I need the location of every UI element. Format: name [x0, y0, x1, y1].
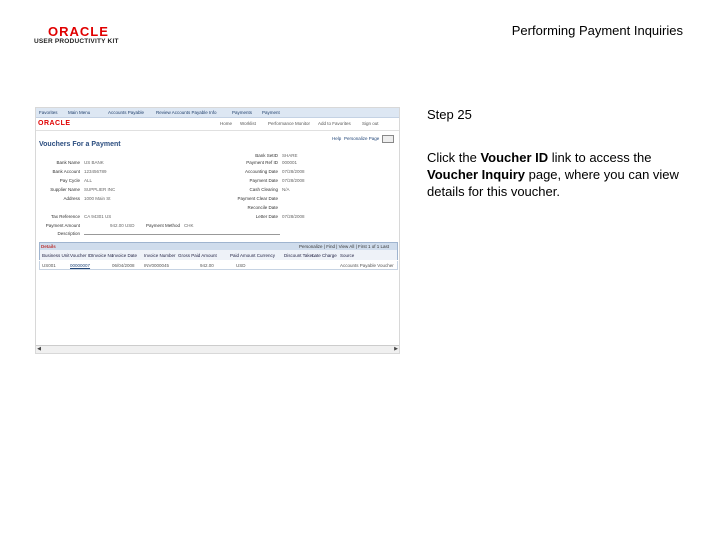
oracle-upk-logo: [34, 24, 124, 48]
instr-text: link to access the: [548, 150, 652, 165]
screenshot-page-title: Vouchers For a Payment: [39, 141, 121, 148]
link-add-to-favorites[interactable]: Add to Favorites: [318, 121, 351, 126]
breadcrumb-payment[interactable]: Payment: [262, 110, 280, 115]
field-value: SUPPLIER INC: [84, 187, 116, 192]
field-label: Letter Date: [255, 214, 278, 219]
horizontal-scrollbar[interactable]: [36, 345, 399, 353]
column-header: Source: [340, 253, 355, 258]
field-value: 1000 Main St: [84, 196, 111, 201]
cell-invoice-number: INV0000045: [144, 263, 170, 268]
field-value: 07/28/2008: [282, 169, 305, 174]
step-instructions: [427, 149, 689, 200]
link-worklist[interactable]: Worklist: [240, 121, 256, 126]
field-label: Reconcile Date: [247, 205, 278, 210]
scroll-right-icon[interactable]: ▶: [394, 346, 398, 352]
payment-amount-value: 942.00 USD: [110, 223, 135, 228]
link-sign-out[interactable]: Sign out: [362, 121, 379, 126]
link-personalize-page[interactable]: Personalize Page: [344, 136, 380, 141]
field-label: Tax Reference: [50, 214, 80, 219]
instr-text: Click the: [427, 150, 481, 165]
details-grid-columns: [39, 250, 398, 260]
field-label: Accounting Date: [244, 169, 278, 174]
field-label: Bank SetID: [255, 153, 278, 158]
link-help[interactable]: Help: [332, 136, 342, 141]
field-label: Pay Cycle: [59, 178, 80, 183]
breadcrumb-review-ap-info[interactable]: Review Accounts Payable Info: [156, 110, 217, 115]
logo-upk-text: USER PRODUCTIVITY KIT: [34, 38, 119, 45]
breadcrumb-main-menu[interactable]: Main Menu: [68, 110, 91, 115]
field-label: Cash Clearing: [249, 187, 278, 192]
payment-method-label: Payment Method: [145, 223, 180, 228]
instr-bold-voucher-inquiry: Voucher Inquiry: [427, 167, 525, 182]
brand-bar: [36, 118, 399, 131]
field-label: Payment Clear Date: [237, 196, 278, 201]
field-value: 000001: [282, 160, 298, 165]
column-header: Discount Taken: [284, 253, 315, 258]
field-value: 07/28/2008: [282, 178, 305, 183]
field-value: ALL: [84, 178, 93, 183]
cell-business-unit: US001: [42, 263, 56, 268]
field-label: Payment Ref ID: [246, 160, 278, 165]
cell-currency: USD: [236, 263, 246, 268]
cell-gross-paid-amount: 942.00: [200, 263, 214, 268]
field-label: Supplier Name: [50, 187, 80, 192]
logo-oracle-text: ORACLE: [48, 24, 109, 39]
field-label: Payment Date: [249, 178, 278, 183]
link-home[interactable]: Home: [220, 121, 233, 126]
breadcrumb-payments[interactable]: Payments: [232, 110, 253, 115]
field-value: CA 94301 US: [84, 214, 112, 219]
table-row: [39, 261, 398, 270]
column-header: Invoice Date: [112, 253, 138, 258]
cell-invoice-date: 06/04/2008: [112, 263, 135, 268]
column-header: Paid Amount Currency: [230, 253, 276, 258]
description-field[interactable]: [84, 234, 280, 235]
step-label: Step 25: [427, 107, 472, 122]
new-window-icon[interactable]: [382, 135, 394, 143]
link-performance-monitor[interactable]: Performance Monitor: [268, 121, 311, 126]
column-header: Invoice No: [92, 253, 114, 258]
field-value: SHARE: [282, 153, 298, 158]
page-title: Performing Payment Inquiries: [511, 23, 683, 38]
instr-bold-voucher-id: Voucher ID: [480, 150, 549, 165]
brand-logo: ORACLE: [38, 120, 71, 127]
scroll-left-icon[interactable]: ◀: [37, 346, 41, 352]
breadcrumb-favorites[interactable]: Favorites: [39, 110, 58, 115]
application-screenshot: [35, 107, 400, 354]
cell-source: Accounts Payable Voucher: [340, 263, 394, 268]
field-value: 123456789: [84, 169, 107, 174]
payment-amount-label: Payment Amount: [45, 223, 80, 228]
field-value: US BANK: [84, 160, 104, 165]
field-label: Bank Account: [52, 169, 80, 174]
field-value: N/A: [282, 187, 290, 192]
column-header: Business Unit: [42, 253, 70, 258]
field-label: Bank Name: [56, 160, 80, 165]
breadcrumb-accounts-payable[interactable]: Accounts Payable: [108, 110, 145, 115]
column-header: Late Charge: [312, 253, 337, 258]
field-label: Address: [63, 196, 80, 201]
column-header: Invoice Number: [144, 253, 176, 258]
breadcrumb: [36, 108, 399, 118]
description-label: Description: [57, 231, 80, 236]
grid-navigation[interactable]: Personalize | Find | View All | First 1 of 1 Last: [299, 244, 389, 249]
field-value: 07/28/2008: [282, 214, 305, 219]
column-header: Gross Paid Amount: [178, 253, 217, 258]
instr-text: page, where you can view details for this voucher.: [427, 167, 679, 199]
details-grid-title: Details: [41, 244, 56, 249]
voucher-id-link[interactable]: 00000007: [70, 263, 91, 268]
payment-method-value: CHK: [184, 223, 194, 228]
column-header: Voucher ID: [70, 253, 93, 258]
